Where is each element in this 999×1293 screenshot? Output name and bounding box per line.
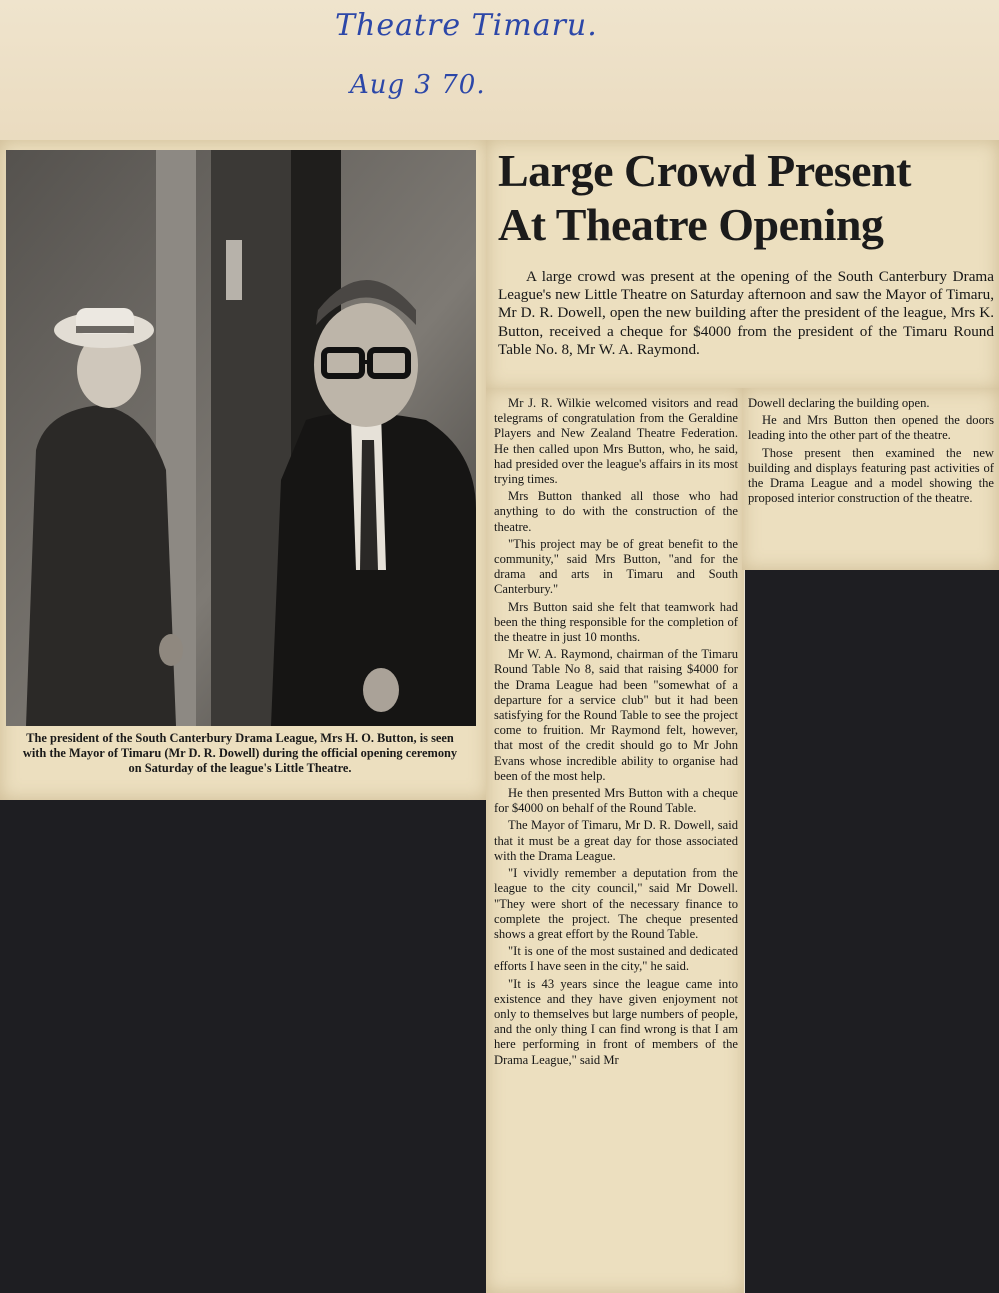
article-headline	[498, 144, 990, 252]
article-column-two	[748, 396, 994, 508]
column-one-paragraph: Mrs Button thanked all those who had anything to do with the construction of the theatre.	[494, 489, 738, 534]
column-one-paragraph: The Mayor of Timaru, Mr D. R. Dowell, said that it must be a great day for those associated with the Drama League.	[494, 818, 738, 863]
news-photograph	[6, 150, 476, 726]
column-one-paragraph: "It is one of the most sustained and dedicated efforts I have seen in the city," he said.	[494, 944, 738, 974]
column-one-paragraph: Mr J. R. Wilkie welcomed visitors and read telegrams of congratulation from the Geraldine Players and New Zealand Theatre Federation. He then called upon Mrs Button, who, he said, had presided over the league's affairs in its most trying times.	[494, 396, 738, 487]
headline-line-2: At Theatre Opening	[498, 199, 884, 250]
handwritten-date: Aug 3 70.	[350, 70, 486, 100]
column-two-paragraph: He and Mrs Button then opened the doors leading into the other part of the theatre.	[748, 413, 994, 443]
photo-caption: The president of the South Canterbury Drama League, Mrs H. O. Button, is seen with the Mayor of Timaru (Mr D. R. Dowell) during the official opening ceremony on Saturday of the league's Little Theatre.	[22, 731, 458, 775]
column-one-paragraph: "It is 43 years since the league came into existence and they have given enjoyment not only to themselves but large numbers of people, and the only thing I can find wrong is that I am here performing in front of members of the Drama League," said Mr	[494, 976, 738, 1067]
column-two-paragraph: Dowell declaring the building open.	[748, 396, 930, 410]
backing-board-right	[745, 570, 999, 1293]
article-intro: A large crowd was present at the opening of the South Canterbury Drama League's new Little Theatre on Saturday afternoon and saw the Mayor of Timaru, Mr D. R. Dowell, open the new building after the president of the league, Mrs K. Button, received a cheque for $4000 from the president of the Timaru Round Table No. 8, Mr W. A. Raymond.	[498, 268, 994, 358]
column-one-paragraph: Mr W. A. Raymond, chairman of the Timaru Round Table No 8, said that raising $4000 for the Drama League had been "somewhat of a departure for a service club" but it had been satisfying for the Round Table to see the project come to fruition. Mr Raymond felt, however, that most of the credit should go to Mr John Evans whose incredible ability to organise had been of the most help.	[494, 647, 738, 783]
backing-board-left	[0, 800, 487, 1293]
column-one-paragraph: He then presented Mrs Button with a cheque for $4000 on behalf of the Round Table.	[494, 786, 738, 816]
article-column-one	[494, 396, 738, 1070]
column-two-paragraph: Those present then examined the new building and displays featuring past activities of the Drama League and a model showing the proposed interior construction of the theatre.	[748, 445, 994, 506]
column-one-paragraph: "I vividly remember a deputation from the league to the city council," said Mr Dowell. "They were short of the necessary finance to complete the project. The cheque presented shows a great effort by the Round Table.	[494, 866, 738, 941]
headline-line-1: Large Crowd Present	[498, 145, 911, 196]
column-one-paragraph: "This project may be of great benefit to the community," said Mrs Button, "and for the drama and arts in Timaru and South Canterbury."	[494, 536, 738, 597]
handwritten-title: Theatre Timaru.	[335, 8, 598, 43]
column-one-paragraph: Mrs Button said she felt that teamwork had been the thing responsible for the completion of the theatre in just 10 months.	[494, 599, 738, 645]
